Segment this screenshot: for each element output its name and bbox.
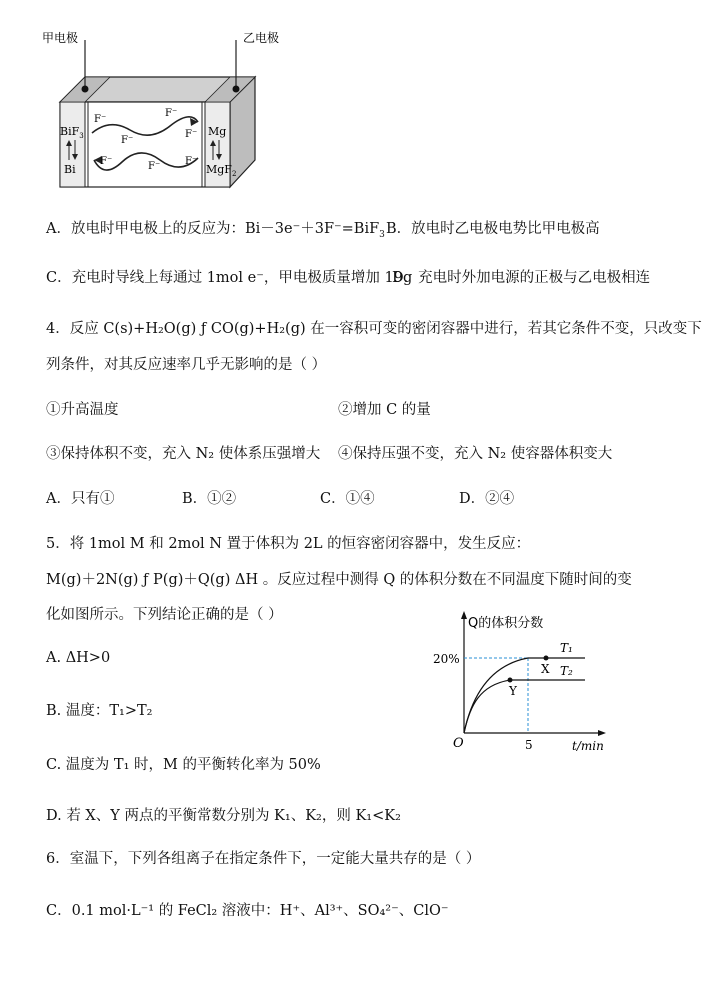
q4-option-d: D．②④ bbox=[459, 491, 515, 507]
ion-f-5: F⁻ bbox=[100, 156, 113, 167]
q6-option-c: C．0.1 mol·L⁻¹ 的 FeCl₂ 溶液中：H⁺、Al³⁺、SO₄²⁻、ClO⁻ bbox=[46, 903, 449, 919]
q5-option-a: A. ΔH>0 bbox=[46, 650, 111, 666]
q4-choice-4: ④保持压强不变，充入 N₂ 使容器体积变大 bbox=[338, 446, 613, 462]
q5-option-b: B. 温度：T₁>T₂ bbox=[46, 703, 153, 719]
graph-xtick: 5 bbox=[525, 738, 533, 752]
q5-stem-1: 5．将 1mol M 和 2mol N 置于体积为 2L 的恒容密闭容器中，发生反应： bbox=[46, 536, 531, 552]
label-mgf2: MgF$_2$ bbox=[206, 163, 237, 178]
q4-stem-2: 列条件，对其反应速率几乎无影响的是（ ） bbox=[46, 357, 327, 373]
q5-graph bbox=[420, 605, 620, 755]
ion-f-6: F⁻ bbox=[148, 161, 161, 172]
ion-f-7: F⁻ bbox=[185, 156, 198, 167]
q3-option-a: A．放电时甲电极上的反应为：Bi－3e⁻＋3F⁻=BiF$_3$ bbox=[46, 221, 385, 240]
graph-point-y: Y bbox=[509, 684, 517, 698]
q5-stem-2: M(g)＋2N(g) ƒ P(g)＋Q(g) ΔH 。反应过程中测得 Q 的体积分数在不同温度下随时间的变 bbox=[46, 572, 632, 588]
q4-choice-1: ①升高温度 bbox=[46, 402, 119, 418]
graph-ytick: 20% bbox=[433, 652, 460, 666]
q4-choice-3: ③保持体积不变，充入 N₂ 使体系压强增大 bbox=[46, 446, 321, 462]
graph-ylabel: Q的体积分数 bbox=[468, 616, 544, 631]
label-mg: Mg bbox=[208, 125, 227, 138]
q4-choice-2: ②增加 C 的量 bbox=[338, 402, 431, 418]
label-bi: Bi bbox=[64, 163, 76, 176]
q4-stem-1: 4．反应 C(s)+H₂O(g) ƒ CO(g)+H₂(g) 在一容积可变的密闭容器中进行，若其它条件不变，只改变下 bbox=[46, 321, 702, 337]
q3-option-d: D．充电时外加电源的正极与乙电极相连 bbox=[392, 270, 651, 286]
q5-stem-3: 化如图所示。下列结论正确的是（ ） bbox=[46, 607, 283, 623]
q3-option-c: C．充电时导线上每通过 1mol e⁻，甲电极质量增加 19g bbox=[46, 270, 413, 286]
label-electrode-right: 乙电极 bbox=[243, 31, 280, 45]
graph-xlabel: t/min bbox=[572, 739, 604, 753]
q4-option-b: B．①② bbox=[182, 491, 237, 507]
label-electrode-left: 甲电极 bbox=[42, 31, 79, 45]
label-bif3: BiF$_3$ bbox=[60, 125, 84, 140]
graph-point-x: X bbox=[541, 662, 550, 676]
q5-option-c: C. 温度为 T₁ 时，M 的平衡转化率为 50% bbox=[46, 757, 321, 773]
q3-option-b: B．放电时乙电极电势比甲电极高 bbox=[386, 221, 600, 237]
q5-option-d: D. 若 X、Y 两点的平衡常数分别为 K₁、K₂，则 K₁<K₂ bbox=[46, 808, 401, 824]
battery-diagram bbox=[30, 30, 280, 195]
ion-f-2: F⁻ bbox=[121, 135, 134, 146]
graph-origin: O bbox=[453, 736, 464, 751]
graph-curve-t2: T₂ bbox=[560, 664, 573, 678]
q6-stem: 6．室温下，下列各组离子在指定条件下，一定能大量共存的是（ ） bbox=[46, 851, 481, 867]
graph-curve-t1: T₁ bbox=[560, 641, 573, 655]
q4-option-a: A．只有① bbox=[46, 491, 115, 507]
ion-f-1: F⁻ bbox=[94, 114, 107, 125]
q4-option-c: C．①④ bbox=[320, 491, 375, 507]
ion-f-4: F⁻ bbox=[185, 129, 198, 140]
ion-f-3: F⁻ bbox=[165, 108, 178, 119]
